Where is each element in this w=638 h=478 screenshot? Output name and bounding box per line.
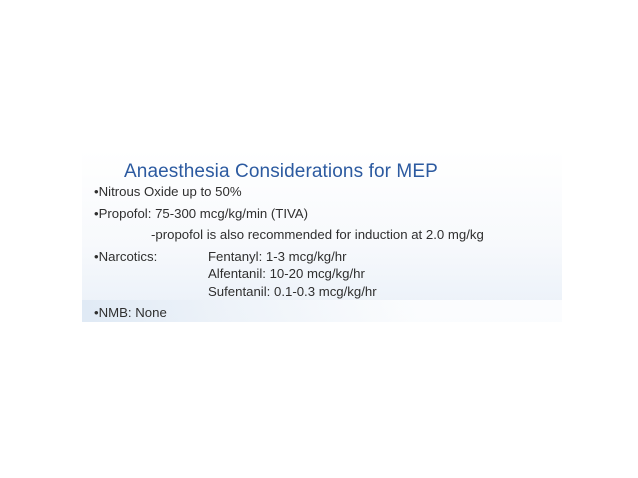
bullet-nitrous-oxide: •Nitrous Oxide up to 50%	[94, 184, 242, 199]
narcotic-alfentanil: Alfentanil: 10-20 mcg/kg/hr	[208, 266, 365, 281]
propofol-induction-note: -propofol is also recommended for induction at 2.0 mg/kg	[151, 227, 484, 242]
bullet-narcotics-label: •Narcotics:	[94, 249, 158, 264]
narcotic-fentanyl: Fentanyl: 1-3 mcg/kg/hr	[208, 249, 347, 264]
bullet-propofol: •Propofol: 75-300 mcg/kg/min (TIVA)	[94, 206, 308, 221]
bullet-nmb: •NMB: None	[94, 305, 167, 320]
slide-title: Anaesthesia Considerations for MEP	[124, 161, 438, 182]
narcotic-sufentanil: Sufentanil: 0.1-0.3 mcg/kg/hr	[208, 284, 377, 299]
